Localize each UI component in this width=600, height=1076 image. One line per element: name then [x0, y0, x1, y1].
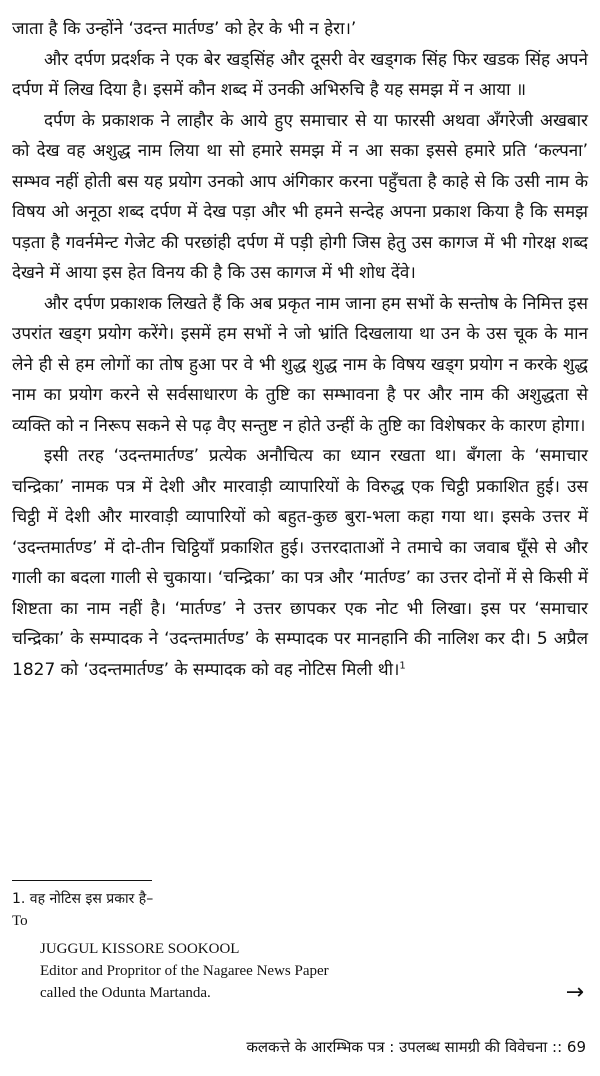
- footnote-address-block: [40, 938, 588, 1004]
- footnote-marker: 1: [399, 659, 406, 671]
- footnote: [12, 888, 588, 1004]
- footnote-name: JUGGUL KISSORE SOOKOOL: [40, 941, 240, 957]
- running-footer: कलकत्ते के आरम्भिक पत्र : उपलब्ध सामग्री की विवेचना :: 69: [246, 1038, 586, 1056]
- footnote-intro: 1. वह नोटिस इस प्रकार है–: [12, 891, 154, 907]
- footnote-divider: [12, 880, 152, 881]
- paragraph-3: और दर्पण प्रकाशक लिखते हैं कि अब प्रकृत नाम जाना हम सभों के सन्तोष के निमित्त इस उपरांत खड्ग प्रयोग करेंगे। इसमें हम सभों ने जो भ्रांति दिखलाया था उन के उस चूक के मान लेने ही से हम लोगों का तोष हुआ पर वे भी शुद्ध शुद्ध नाम के विषय खड्ग प्रयोग न करके शुद्ध नाम का प्रयोग करने से सर्वसाधारण के तुष्टि का सम्भावना है पर और नाम की अशुद्धता से व्यक्ति को न निरूप सकने से पढ़ वैए सन्तुष्ट न होते उन्हीं के तुष्टि का विशेषकर के कारण होगा।: [12, 293, 588, 436]
- paragraph-1: और दर्पण प्रदर्शक ने एक बेर खड्सिंह और दूसरी वेर खड्गक सिंह फिर खडक सिंह अपने दर्पण में लिख दिया है। इसमें कौन शब्द में उनकी अभिरुचि है यह समझ में न आया ॥: [12, 49, 588, 100]
- paragraph-continuation: जाता है कि उन्होंने ‘उदन्त मार्तण्ड’ को हेर के भी न हेरा।’: [12, 19, 357, 39]
- paragraph-4: [12, 441, 588, 685]
- paragraph-2: दर्पण के प्रकाशक ने लाहौर के आये हुए समाचार से या फारसी अथवा अँगरेजी अखबार को देख वह अशुद्ध नाम लिया था सो हमारे समझ में न आ सका इससे हमारे प्रति ‘कल्पना’ सम्भव नहीं होती बस यह प्रयोग उनको आप अंगिकार करना पहुँचता है काहे से कि उसी नाम के विषय ओ अनूठा शब्द दर्पण में देख पड़ा और भी हमने सन्देह अपना प्रकाश किया है कि समझ पड़ता है गवर्नमेन्ट गेजेट की परछांही दर्पण में पड़ी होगी जिस हेतु उस कागज में भी गोरक्ष शब्द देखने में आया इस हेत विनय की है कि उस कागज में भी शोध देंवे।: [12, 110, 588, 283]
- footnote-to: To: [12, 913, 28, 929]
- continuation-arrow-icon: →: [565, 980, 584, 1005]
- page-body: [12, 14, 588, 685]
- paragraph-4-text: इसी तरह ‘उदन्तमार्तण्ड’ प्रत्येक अनौचित्य का ध्यान रखता था। बँगला के ‘समाचार चन्द्रिका’ नामक पत्र में देशी और मारवाड़ी व्यापारियों के विरुद्ध एक चिट्ठी प्रकाशित हुई। उस चिट्ठी में देशी और मारवाड़ी व्यापारियों को बहुत-कुछ बुरा-भला कहा गया था। इसके उत्तर में ‘उदन्तमार्तण्ड’ में दो-तीन चिट्ठियाँ प्रकाशित हुई। उत्तरदाताओं ने तमाचे का जवाब घूँसे से और गाली का बदला गाली से चुकाया। ‘चन्द्रिका’ का पत्र और ‘मार्तण्ड’ का उत्तर दोनों में से किसी में शिष्टता का नाम नहीं है। ‘मार्तण्ड’ ने उत्तर छापकर एक नोट भी लिखा। इस पर ‘समाचार चन्द्रिका’ के सम्पादक ने ‘उदन्तमार्तण्ड’ के सम्पादक पर मानहानि की नालिश कर दी। 5 अप्रैल 1827 को ‘उदन्तमार्तण्ड’ के सम्पादक को वह नोटिस मिली थी।: [12, 446, 588, 680]
- footnote-title-line: Editor and Propritor of the Nagaree News Paper: [40, 963, 329, 979]
- footnote-paper-line: called the Odunta Martanda.: [40, 985, 211, 1001]
